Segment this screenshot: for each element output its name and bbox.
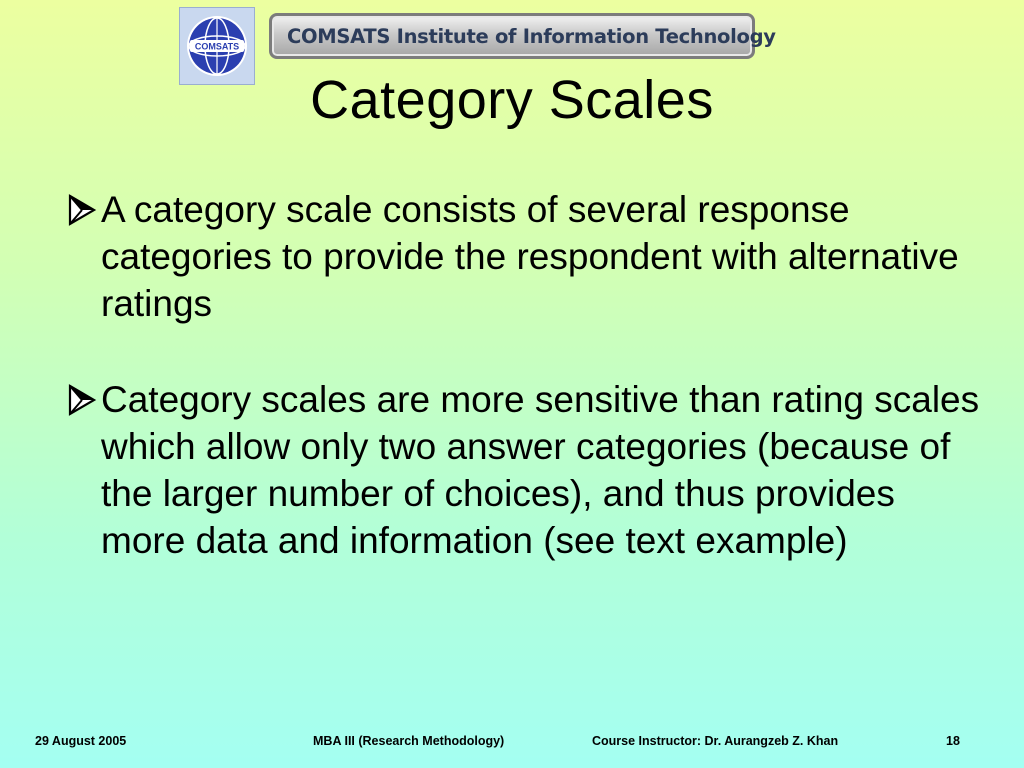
institution-name: COMSATS Institute of Information Technology [287,24,776,48]
arrow-bullet-icon [65,193,99,227]
bullet-item [62,376,982,564]
institution-banner [269,13,776,59]
slide-title: Category Scales [310,70,714,130]
footer-course: MBA III (Research Methodology) [313,734,505,748]
arrow-bullet-icon [65,383,99,417]
bullet-list [62,186,982,564]
bullet-text: Category scales are more sensitive than rating scales which allow only two answer categories (because of the larger number of choices), and thus provides more data and information (see text example) [101,379,980,561]
footer-instructor: Course Instructor: Dr. Aurangzeb Z. Khan [592,734,839,748]
logo-text: COMSATS [194,41,240,52]
footer-date: 29 August 2005 [35,734,127,748]
bullet-item [62,186,982,327]
footer-page-number: 18 [946,734,960,748]
bullet-text: A category scale consists of several response categories to provide the respondent with alternative ratings [101,189,959,324]
